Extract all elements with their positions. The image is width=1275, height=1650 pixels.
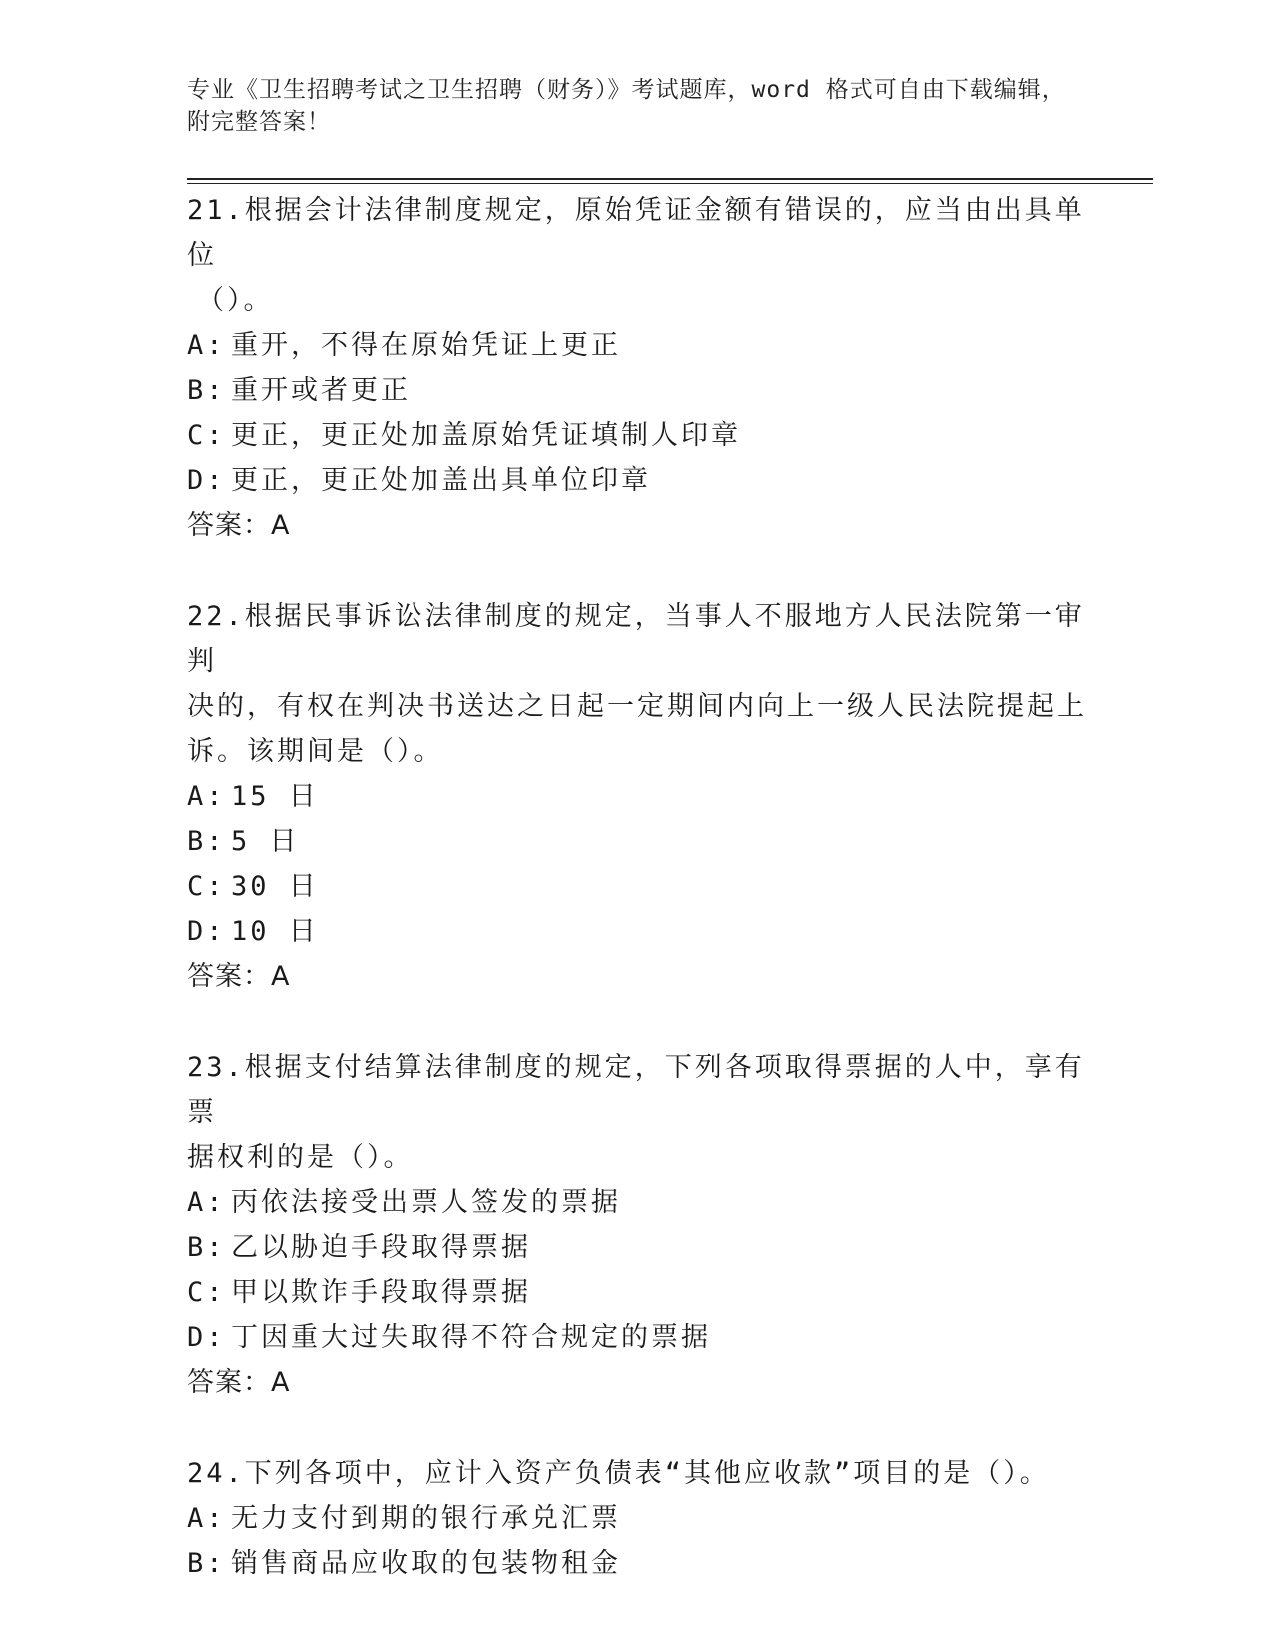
option-key: D: [187, 916, 226, 947]
option-key: B: [187, 1548, 226, 1579]
option-d [187, 909, 1087, 954]
question-21 [187, 188, 1087, 548]
option-d [187, 458, 1087, 503]
option-text: 5 日 [231, 826, 300, 857]
option-b [187, 1541, 1087, 1586]
option-text: 丙依法接受出票人签发的票据 [231, 1187, 621, 1218]
question-stem-line: 22.根据民事诉讼法律制度的规定，当事人不服地方人民法院第一审判 [187, 601, 1085, 677]
header-text: 专业《卫生招聘考试之卫生招聘（财务）》考试题库，word 格式可自由下载编辑，附完整答案！ [187, 77, 1066, 135]
option-text: 15 日 [231, 781, 319, 812]
option-key: A: [187, 781, 226, 812]
option-c [187, 864, 1087, 909]
header-divider-thick [187, 178, 1153, 180]
option-a [187, 323, 1087, 368]
answer-line: 答案：A [187, 1367, 291, 1398]
option-d [187, 1315, 1087, 1360]
option-a [187, 1180, 1087, 1225]
option-key: A: [187, 1187, 226, 1218]
question-stem-line: 据权利的是（）。 [187, 1142, 414, 1173]
question-list [187, 188, 1087, 1632]
question-23 [187, 1045, 1087, 1405]
option-text: 甲以欺诈手段取得票据 [231, 1277, 531, 1308]
option-key: B: [187, 375, 226, 406]
option-key: C: [187, 1277, 226, 1308]
option-a [187, 774, 1087, 819]
option-text: 更正，更正处加盖原始凭证填制人印章 [231, 420, 741, 451]
option-key: B: [187, 1232, 226, 1263]
question-stem-line: 21.根据会计法律制度规定，原始凭证金额有错误的，应当由出具单位 [187, 195, 1085, 271]
option-a [187, 1496, 1087, 1541]
question-stem-line: 诉。该期间是（）。 [187, 736, 444, 767]
question-stem-line: 决的，有权在判决书送达之日起一定期间内向上一级人民法院提起上 [187, 691, 1087, 722]
option-c [187, 1270, 1087, 1315]
option-key: B: [187, 826, 226, 857]
option-text: 丁因重大过失取得不符合规定的票据 [231, 1322, 711, 1353]
option-key: D: [187, 1322, 226, 1353]
option-key: D: [187, 465, 226, 496]
document-header [187, 74, 1087, 138]
option-key: C: [187, 420, 226, 451]
question-24 [187, 1451, 1087, 1586]
question-22 [187, 594, 1087, 999]
option-text: 30 日 [231, 871, 319, 902]
answer-line: 答案：A [187, 961, 291, 992]
option-b [187, 819, 1087, 864]
option-text: 销售商品应收取的包装物租金 [231, 1548, 621, 1579]
option-c [187, 413, 1087, 458]
question-stem-line: 23.根据支付结算法律制度的规定，下列各项取得票据的人中，享有票 [187, 1052, 1085, 1128]
question-stem-line: 24.下列各项中，应计入资产负债表“其他应收款”项目的是（）。 [187, 1458, 1050, 1489]
option-key: A: [187, 1503, 226, 1534]
option-text: 10 日 [231, 916, 319, 947]
option-text: 乙以胁迫手段取得票据 [231, 1232, 531, 1263]
option-key: A: [187, 330, 226, 361]
option-text: 无力支付到期的银行承兑汇票 [231, 1503, 621, 1534]
option-b [187, 368, 1087, 413]
option-text: 重开或者更正 [231, 375, 411, 406]
option-text: 更正，更正处加盖出具单位印章 [231, 465, 651, 496]
header-divider-thin [187, 183, 1153, 184]
question-stem-line: （）。 [197, 285, 274, 316]
option-key: C: [187, 871, 226, 902]
answer-line: 答案：A [187, 510, 291, 541]
option-b [187, 1225, 1087, 1270]
option-text: 重开，不得在原始凭证上更正 [231, 330, 621, 361]
